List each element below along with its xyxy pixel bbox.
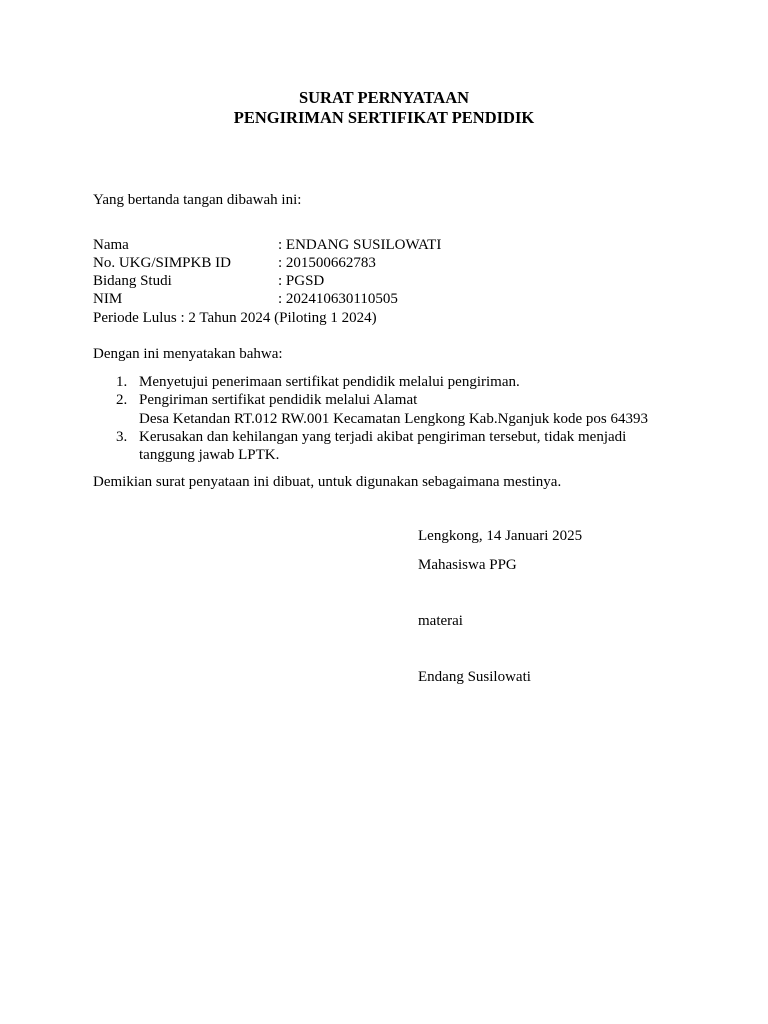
list-item-text: Pengiriman sertifikat pendidik melalui Alamat xyxy=(139,392,418,408)
list-item-address: Desa Ketandan RT.012 RW.001 Kecamatan Lengkong Kab.Nganjuk kode pos 64393 xyxy=(139,411,648,427)
document-subtitle: PENGIRIMAN SERTIFIKAT PENDIDIK xyxy=(233,108,535,127)
list-item-text-continued: tanggung jawab LPTK. xyxy=(139,447,280,463)
field-value-bidang-studi: : PGSD xyxy=(278,273,325,289)
list-item-text: Kerusakan dan kehilangan yang terjadi akibat pengiriman tersebut, tidak menjadi xyxy=(139,429,627,445)
list-item-number: 3. xyxy=(116,429,128,445)
list-item-number: 2. xyxy=(116,392,128,408)
field-label-bidang-studi: Bidang Studi xyxy=(93,273,172,289)
field-label-nama: Nama xyxy=(93,237,129,253)
field-label-ukg-id: No. UKG/SIMPKB ID xyxy=(93,255,231,271)
intro-text: Yang bertanda tangan dibawah ini: xyxy=(93,192,302,208)
signature-role: Mahasiswa PPG xyxy=(418,557,517,573)
list-item-text: Menyetujui penerimaan sertifikat pendidik melalui pengiriman. xyxy=(139,374,520,390)
field-value-nama: : ENDANG SUSILOWATI xyxy=(278,237,442,253)
field-label-nim: NIM xyxy=(93,291,123,307)
document-title: SURAT PERNYATAAN xyxy=(298,88,470,107)
field-value-nim: : 202410630110505 xyxy=(278,291,398,307)
periode-lulus-line: Periode Lulus : 2 Tahun 2024 (Piloting 1 2024) xyxy=(93,310,377,326)
field-value-ukg-id: : 201500662783 xyxy=(278,255,376,271)
statement-intro: Dengan ini menyatakan bahwa: xyxy=(93,346,283,362)
signatory-name: Endang Susilowati xyxy=(418,669,531,685)
closing-text: Demikian surat penyataan ini dibuat, untuk digunakan sebagaimana mestinya. xyxy=(93,474,562,490)
list-item-number: 1. xyxy=(116,374,128,390)
signature-place-date: Lengkong, 14 Januari 2025 xyxy=(418,528,583,544)
materai-placeholder: materai xyxy=(418,613,463,629)
